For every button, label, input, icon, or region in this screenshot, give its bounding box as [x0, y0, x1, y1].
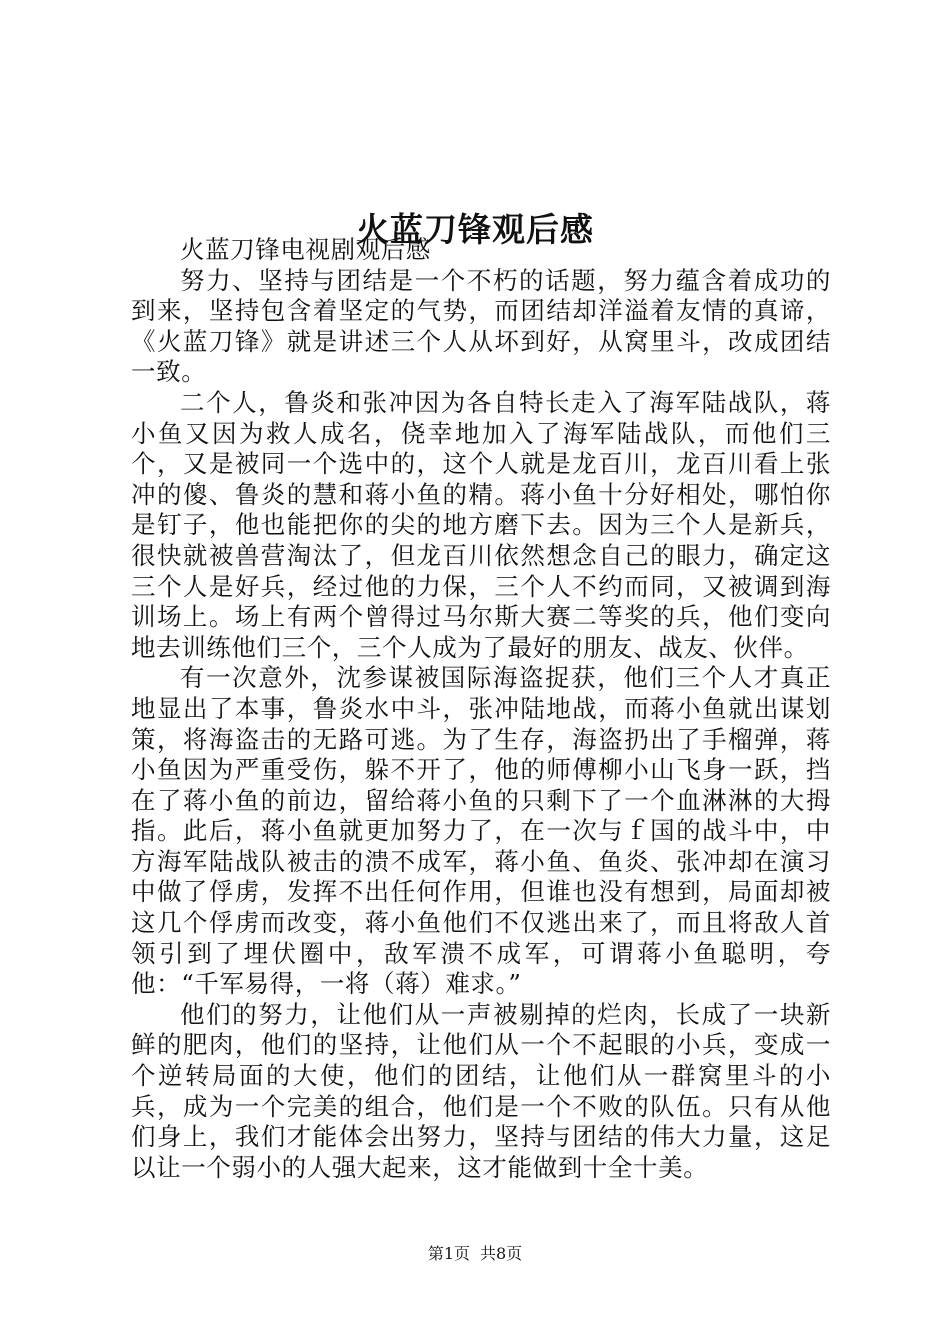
subtitle-paragraph: 火蓝刀锋电视剧观后感: [180, 235, 431, 264]
page-number: 第1页: [427, 1244, 470, 1263]
page-footer: [0, 1243, 950, 1265]
body-paragraph: 有一次意外，沈参谋被国际海盗捉获，他们三个人才真正地显出了本事，鲁炎水中斗，张冲陆地战，而蒋小鱼就出谋划策，将海盗击的无路可逃。为了生存，海盗扔出了手榴弹，蒋小鱼因为严重受伤，躲不开了，他的师傅柳小山飞身一跃，挡在了蒋小鱼的前边，留给蒋小鱼的只剩下了一个血淋淋的大拇指。此后，蒋小鱼就更加努力了，在一次与ｆ国的战斗中，中方海军陆战队被击的溃不成军，蒋小鱼、鱼炎、张冲却在演习中做了俘虏，发挥不出任何作用，但谁也没有想到，局面却被这几个俘虏而改变，蒋小鱼他们不仅逃出来了，而且将敌人首领引到了埋伏圈中，敌军溃不成军，可谓蒋小鱼聪明，夸他：“千军易得，一将（蒋）难求。”: [131, 663, 831, 999]
body-paragraph: 他们的努力，让他们从一声被剔掉的烂肉，长成了一块新鲜的肥肉，他们的坚持，让他们从一个不起眼的小兵，变成一个逆转局面的大使，他们的团结，让他们从一群窝里斗的小兵，成为一个完美的组合，他们是一个不败的队伍。只有从他们身上，我们才能体会出努力，坚持与团结的伟大力量，这足以让一个弱小的人强大起来，这才能做到十全十美。: [131, 999, 831, 1182]
page-total: 共8页: [480, 1244, 523, 1263]
body-paragraph: 努力、坚持与团结是一个不朽的话题，努力蕴含着成功的到来，坚持包含着坚定的气势，而团结却洋溢着友情的真谛，《火蓝刀锋》就是讲述三个人从坏到好，从窝里斗，改成团结一致。: [131, 265, 831, 387]
document-body: [131, 235, 831, 1183]
body-paragraph: 二个人，鲁炎和张冲因为各自特长走入了海军陆战队，蒋小鱼又因为救人成名，侥幸地加入了海军陆战队，而他们三个，又是被同一个选中的，这个人就是龙百川，龙百川看上张冲的傻、鲁炎的慧和蒋小鱼的精。蒋小鱼十分好相处，哪怕你是钉子，他也能把你的尖的地方磨下去。因为三个人是新兵，很快就被兽营淘汰了，但龙百川依然想念自己的眼力，确定这三个人是好兵，经过他的力保，三个人不约而同，又被调到海训场上。场上有两个曾得过马尔斯大赛二等奖的兵，他们变向地去训练他们三个，三个人成为了最好的朋友、战友、伙伴。: [131, 387, 831, 662]
page-title: 火蓝刀锋观后感: [356, 210, 594, 250]
